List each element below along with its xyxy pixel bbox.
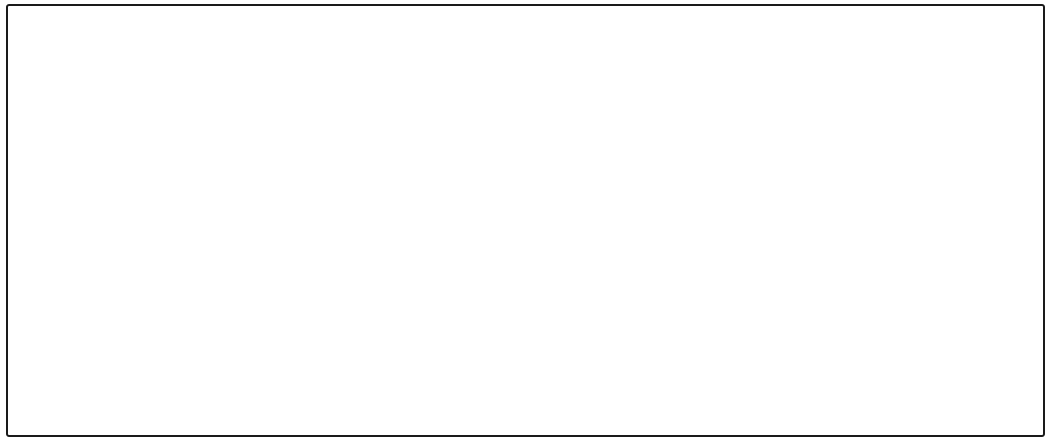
body-line: [22, 46, 1029, 63]
notice-body: [22, 46, 1029, 63]
notice-frame: [6, 4, 1045, 437]
